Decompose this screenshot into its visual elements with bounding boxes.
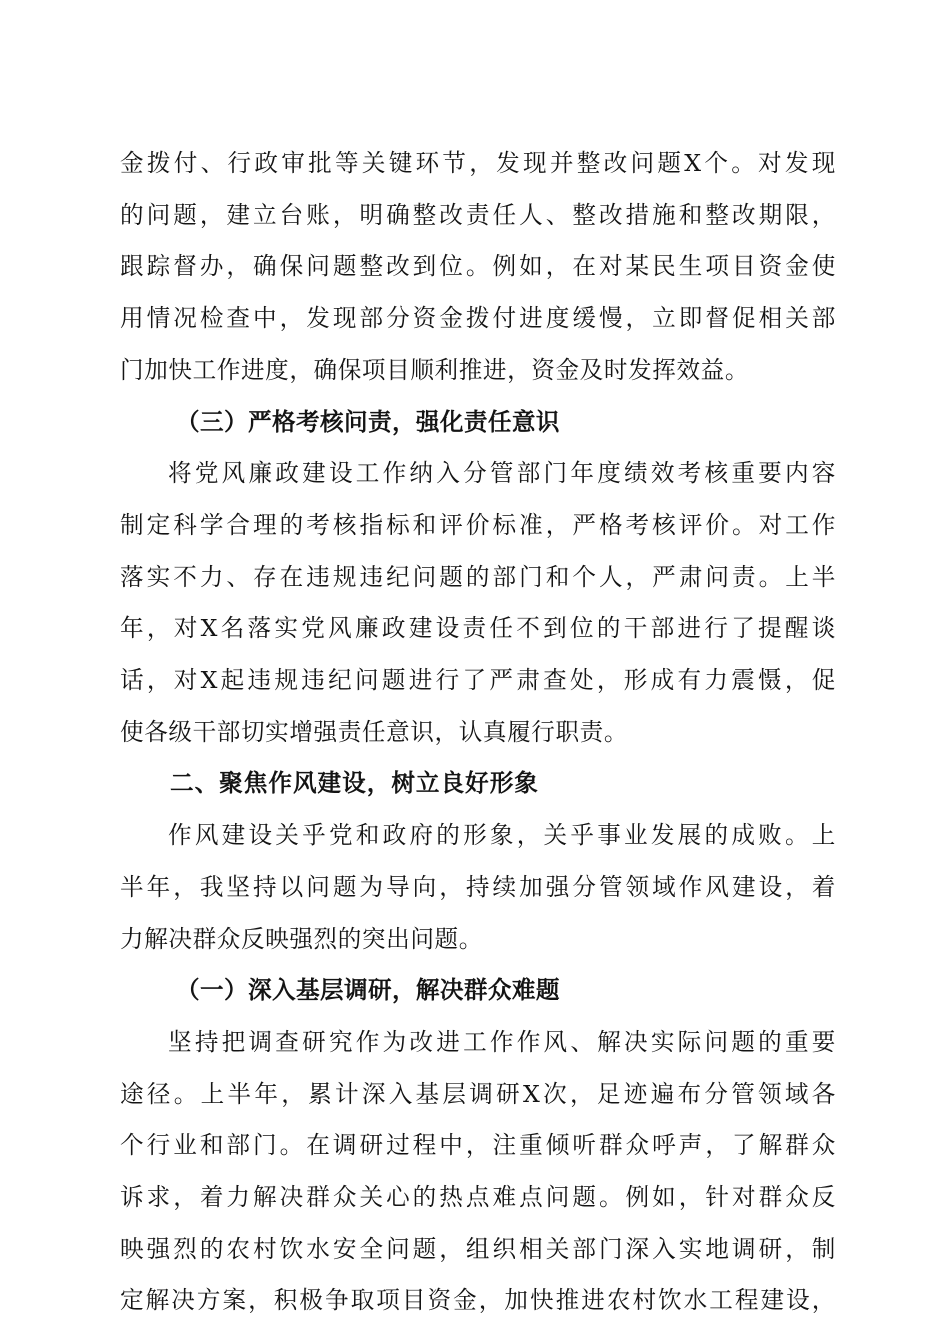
paragraph-work-style-intro — [120, 810, 836, 965]
text-line: 跟踪督办，确保问题整改到位。例如，在对某民生项目资金使 — [120, 252, 836, 281]
text-line: 定解决方案，积极争取项目资金，加快推进农村饮水工程建设， — [120, 1286, 836, 1315]
text-line: 门加快工作进度，确保项目顺利推进，资金及时发挥效益。 — [120, 355, 750, 384]
text-line: 的问题，建立台账，明确整改责任人、整改措施和整改期限， — [120, 200, 836, 229]
text-line: 落实不力、存在违规违纪问题的部门和个人，严肃问责。上半 — [120, 562, 836, 591]
text-line: 金拨付、行政审批等关键环节，发现并整改问题X个。对发现 — [120, 149, 836, 177]
text-line: 半年，我坚持以问题为导向，持续加强分管领域作风建设，着 — [120, 872, 836, 901]
text-line: 力解决群众反映强烈的突出问题。 — [120, 924, 483, 953]
text-line: 用情况检查中，发现部分资金拨付进度缓慢，立即督促相关部 — [120, 304, 836, 333]
text-line: 途径。上半年，累计深入基层调研X次，足迹遍布分管领域各 — [120, 1079, 836, 1108]
text-line: 将党风廉政建设工作纳入分管部门年度绩效考核重要内容 — [168, 459, 836, 488]
text-line: 年，对X名落实党风廉政建设责任不到位的干部进行了提醒谈 — [120, 614, 836, 643]
paragraph-continuation — [120, 138, 836, 397]
subheading-grassroots-research: （一）深入基层调研，解决群众难题 — [176, 976, 560, 1005]
paragraph-grassroots-research — [120, 1017, 836, 1327]
document-page — [120, 138, 836, 1327]
section-heading-work-style: 二、聚焦作风建设，树立良好形象 — [170, 769, 539, 798]
text-line: 话，对X起违规违纪问题进行了严肃查处，形成有力震慑，促 — [120, 666, 836, 695]
text-line: 映强烈的农村饮水安全问题，组织相关部门深入实地调研，制 — [120, 1234, 836, 1263]
text-line: 个行业和部门。在调研过程中，注重倾听群众呼声，了解群众 — [120, 1131, 836, 1160]
subheading-strict-assessment: （三）严格考核问责，强化责任意识 — [176, 407, 560, 436]
paragraph-assessment — [120, 448, 836, 758]
text-line: 使各级干部切实增强责任意识，认真履行职责。 — [120, 717, 629, 746]
text-line: 作风建设关乎党和政府的形象，关乎事业发展的成败。上 — [168, 821, 836, 850]
text-line: 坚持把调查研究作为改进工作作风、解决实际问题的重要 — [168, 1027, 836, 1056]
text-line: 制定科学合理的考核指标和评价标准，严格考核评价。对工作 — [120, 510, 836, 539]
text-line: 诉求，着力解决群众关心的热点难点问题。例如，针对群众反 — [120, 1183, 836, 1212]
